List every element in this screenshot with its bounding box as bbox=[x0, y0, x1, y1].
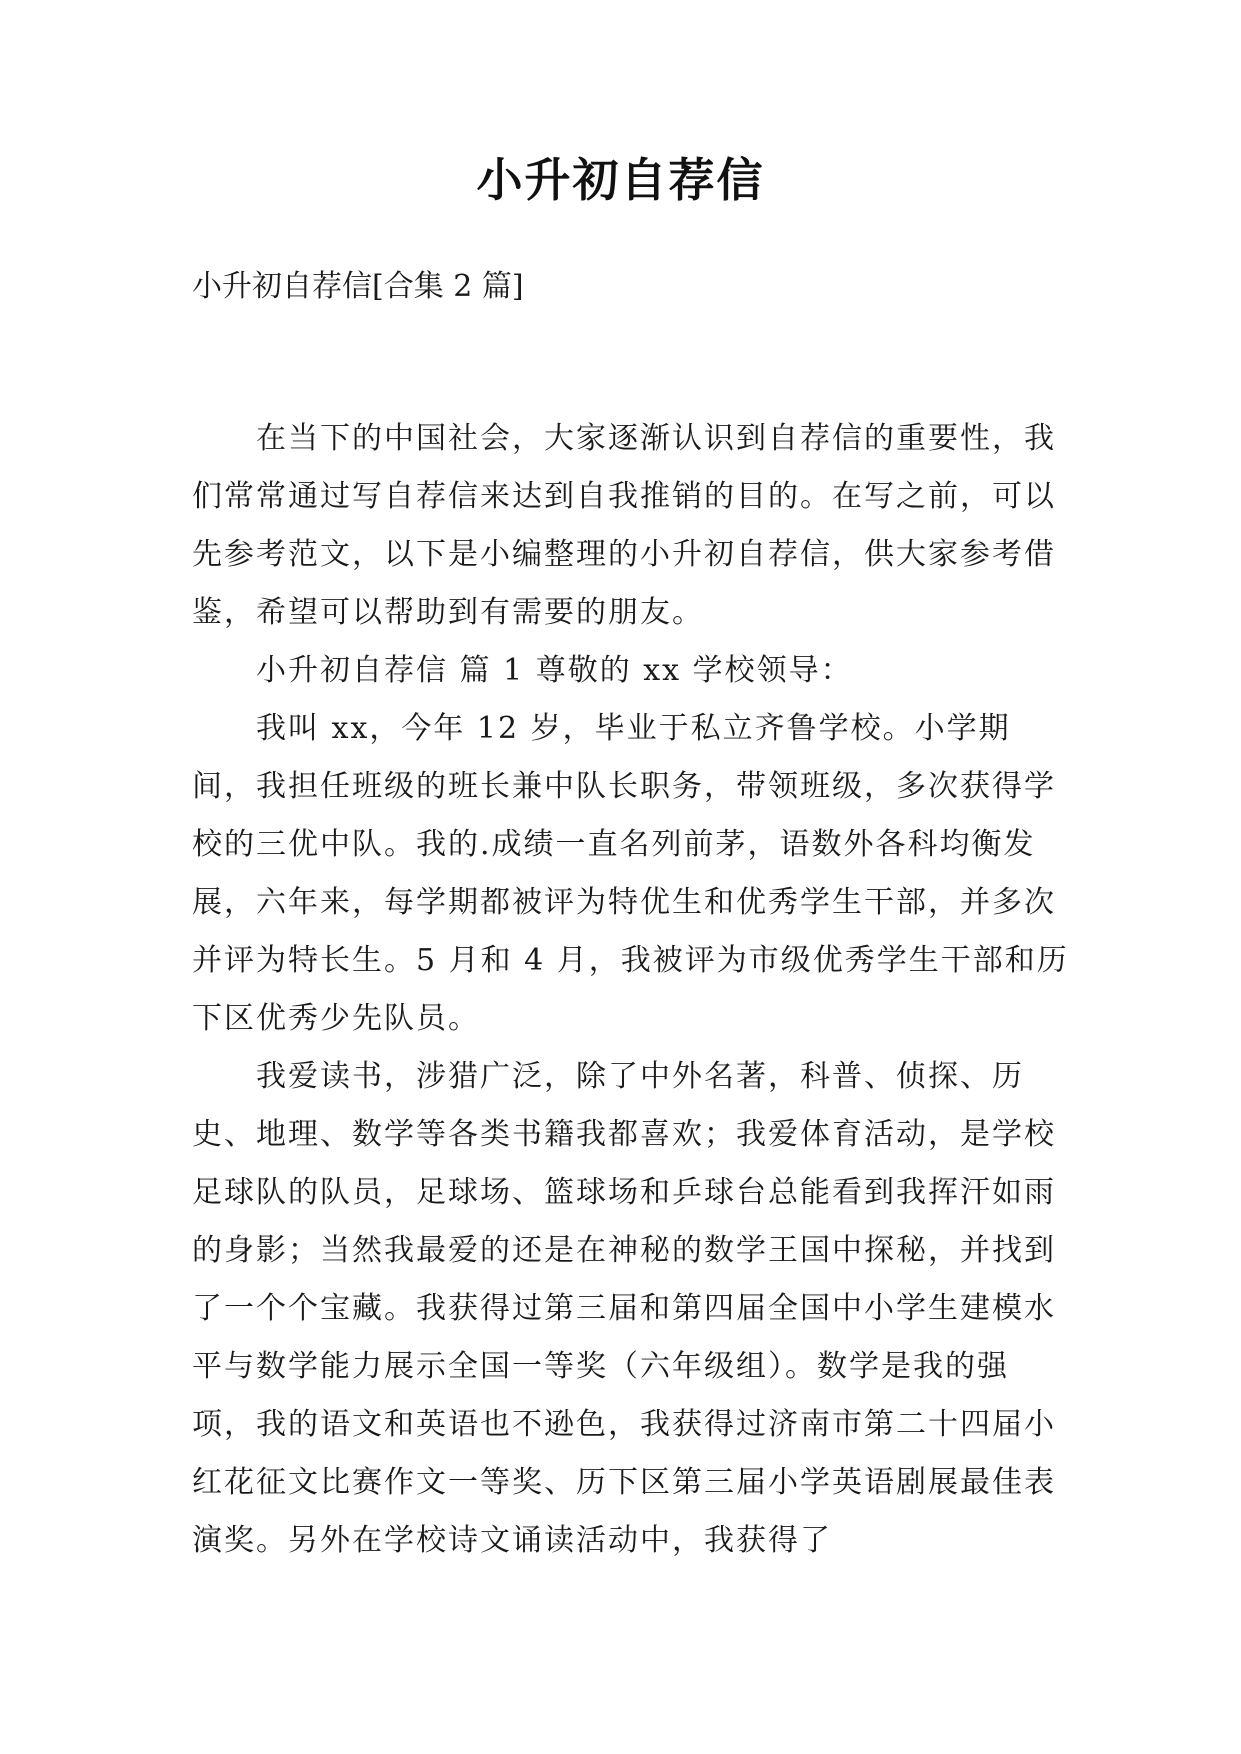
document-subtitle: 小升初自荐信[合集 2 篇] bbox=[192, 269, 524, 304]
paragraph-hobbies-awards: 我爱读书，涉猎广泛，除了中外名著，科普、侦探、历史、地理、数学等各类书籍我都喜欢；我爱体育活动，是学校足球队的队员，足球场、篮球场和乒球台总能看到我挥汗如雨的身影；当然我最爱的还是在神秘的数学王国中探秘，并找到了一个个宝藏。我获得过第三届和第四届全国中小学生建模水平与数学能力展示全国一等奖（六年级组）。数学是我的强项，我的语文和英语也不逊色，我获得过济南市第二十四届小红花征文比赛作文一等奖、历下区第三届小学英语剧展最佳表演奖。另外在学校诗文诵读活动中，我获得了 bbox=[192, 1059, 1056, 1558]
paragraph-self-introduction: 我叫 xx，今年 12 岁，毕业于私立齐鲁学校。小学期间，我担任班级的班长兼中队长职务，带领班级，多次获得学校的三优中队。我的.成绩一直名列前茅，语数外各科均衡发展，六年来，每学期都被评为特优生和优秀学生干部，并多次并评为特长生。5 月和 4 月，我被评为市级优秀学生干部和历下区优秀少先队员。 bbox=[192, 711, 1069, 1036]
document-body bbox=[192, 410, 1072, 1570]
paragraph-intro: 在当下的中国社会，大家逐渐认识到自荐信的重要性，我们常常通过写自荐信来达到自我推销的目的。在写之前，可以先参考范文，以下是小编整理的小升初自荐信，供大家参考借鉴，希望可以帮助到有需要的朋友。 bbox=[192, 421, 1056, 630]
paragraph-salutation: 小升初自荐信 篇 1 尊敬的 xx 学校领导： bbox=[256, 653, 853, 688]
document-title: 小升初自荐信 bbox=[476, 153, 765, 207]
